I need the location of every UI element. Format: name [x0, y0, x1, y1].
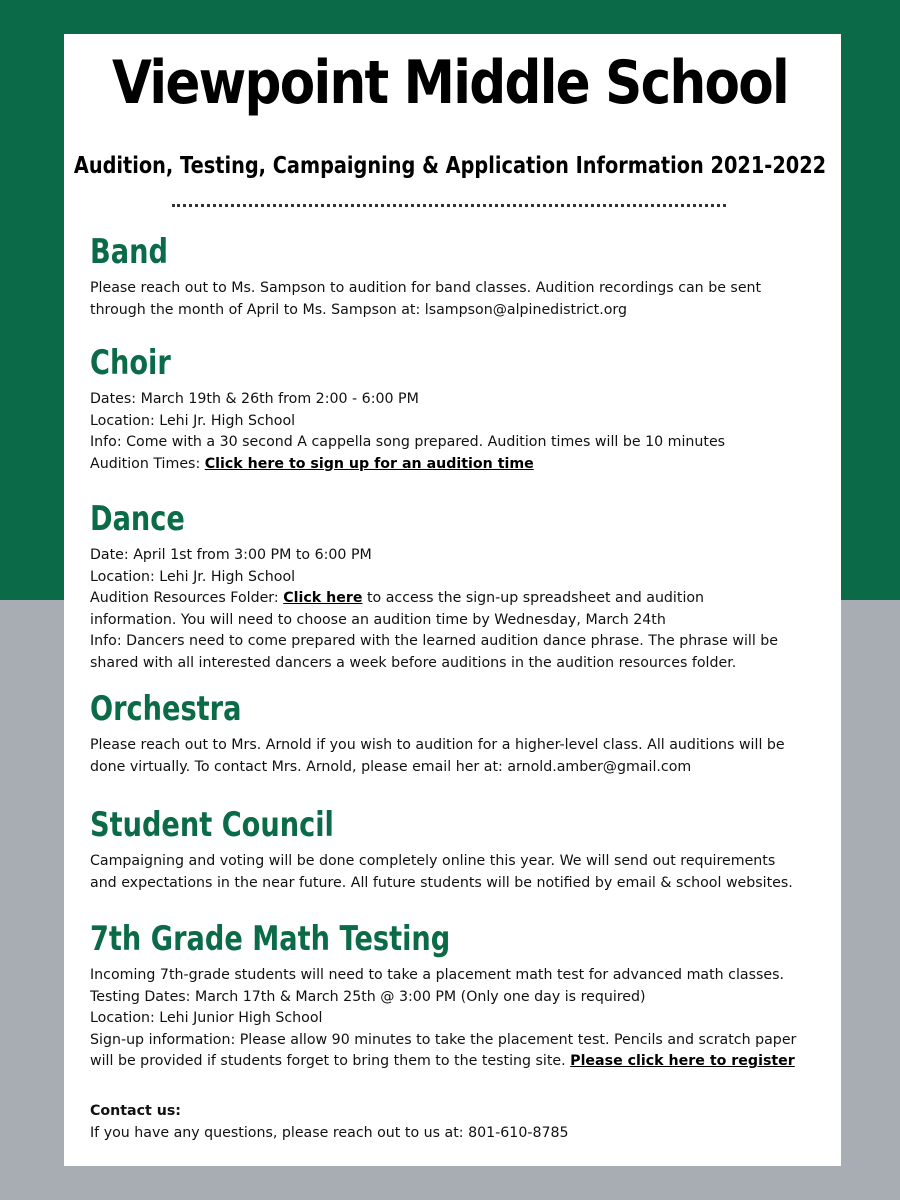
- choir-info: Info: Come with a 30 second A cappella song prepared. Audition times will be 10 minutes: [90, 434, 726, 450]
- choir-signup-link[interactable]: Click here to sign up for an audition time: [204, 455, 534, 472]
- dance-resources: [90, 588, 810, 610]
- band-line-1: Please reach out to Ms. Sampson to audition for band classes. Audition recordings can be sent: [90, 280, 762, 296]
- math-line-5-text: will be provided if students forget to bring them to the testing site.: [90, 1053, 571, 1069]
- student-council-line-2: and expectations in the near future. All future students will be notified by email & school websites.: [90, 874, 793, 891]
- dance-line-5: Info: Dancers need to come prepared with the learned audition dance phrase. The phrase will be: [90, 633, 779, 649]
- choir-section: [90, 343, 810, 475]
- math-line-5: [90, 1051, 810, 1073]
- student-council-heading: Student Council: [90, 805, 334, 845]
- band-heading: Band: [90, 232, 168, 272]
- dance-section: [90, 499, 810, 674]
- choir-times-label: Audition Times:: [90, 455, 205, 472]
- dance-resources-label: Audition Resources Folder:: [90, 590, 284, 606]
- band-line-2: through the month of April to Ms. Sampson at: lsampson@alpinedistrict.org: [90, 301, 628, 318]
- dance-resources-link[interactable]: Click here: [283, 590, 363, 606]
- choir-heading: Choir: [90, 343, 171, 383]
- orchestra-section: [90, 689, 810, 778]
- math-line-2: Testing Dates: March 17th & March 25th @ 3:00 PM (Only one day is required): [90, 988, 646, 1005]
- dance-date: Date: April 1st from 3:00 PM to 6:00 PM: [90, 547, 372, 563]
- math-line-1: Incoming 7th-grade students will need to take a placement math test for advanced math classes.: [90, 967, 784, 983]
- math-line-4: Sign-up information: Please allow 90 minutes to take the placement test. Pencils and scratch paper: [90, 1031, 797, 1048]
- dance-location: Location: Lehi Jr. High School: [90, 568, 296, 585]
- contact-line: If you have any questions, please reach out to us at: 801-610-8785: [90, 1124, 569, 1141]
- choir-audition-times: [90, 454, 810, 476]
- math-register-link[interactable]: Please click here to register: [570, 1053, 795, 1069]
- orchestra-heading: Orchestra: [90, 689, 242, 729]
- dotted-divider: [172, 204, 726, 207]
- student-council-section: [90, 805, 810, 894]
- math-line-3: Location: Lehi Junior High School: [90, 1010, 323, 1026]
- choir-dates: Dates: March 19th & 26th from 2:00 - 6:00 PM: [90, 391, 419, 407]
- contact-section: [90, 1101, 810, 1144]
- band-section: [90, 232, 810, 321]
- orchestra-line-1: Please reach out to Mrs. Arnold if you wish to audition for a higher-level class. All auditions will be: [90, 737, 785, 753]
- page-subtitle: Audition, Testing, Campaigning & Application Information 2021-2022: [73, 153, 827, 179]
- choir-location: Location: Lehi Jr. High School: [90, 412, 296, 429]
- contact-heading: Contact us:: [90, 1103, 181, 1119]
- dance-resources-rest: to access the sign-up spreadsheet and audition: [362, 590, 705, 606]
- student-council-line-1: Campaigning and voting will be done completely online this year. We will send out requirements: [90, 853, 776, 869]
- dance-heading: Dance: [90, 499, 185, 539]
- dance-line-4: information. You will need to choose an audition time by Wednesday, March 24th: [90, 611, 666, 628]
- dance-line-6: shared with all interested dancers a week before auditions in the audition resources folder.: [90, 654, 737, 671]
- math-testing-heading: 7th Grade Math Testing: [90, 919, 451, 959]
- orchestra-line-2: done virtually. To contact Mrs. Arnold, please email her at: arnold.amber@gmail.com: [90, 758, 692, 775]
- page-title: Viewpoint Middle School: [112, 48, 788, 118]
- math-testing-section: [90, 919, 810, 1073]
